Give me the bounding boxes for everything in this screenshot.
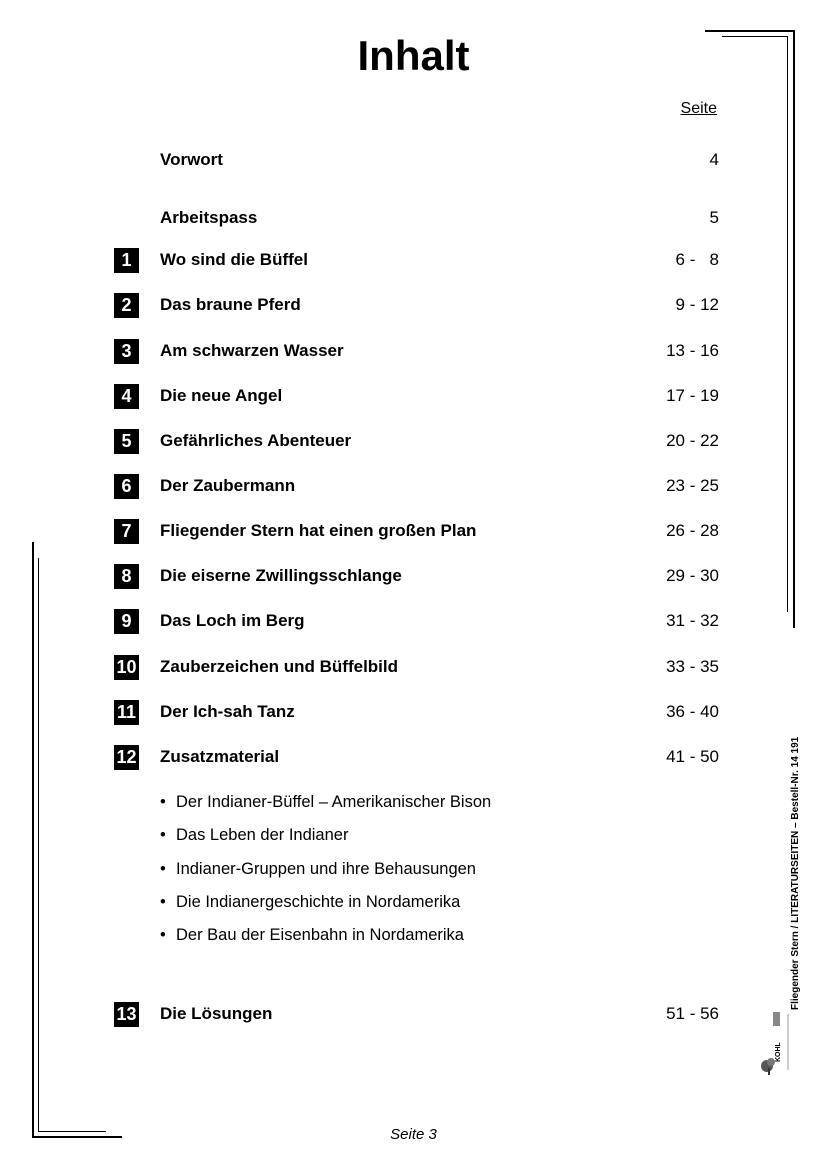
toc-entry-6[interactable]	[0, 474, 827, 500]
toc-entry-1[interactable]	[0, 248, 827, 274]
toc-entry-arbeitspass[interactable]	[0, 206, 827, 232]
frame-line-top-right-outer-v	[793, 30, 795, 628]
frame-line-bottom-left-outer-v	[32, 542, 34, 1138]
subitem-label: Das Leben der Indianer	[176, 826, 349, 844]
subitem-label: Der Indianer-Büffel – Amerikanischer Bison	[176, 793, 492, 811]
toc-entry-3[interactable]	[0, 339, 827, 365]
chapter-number-badge: 1	[114, 248, 139, 273]
toc-entry-pages: 6 - 8	[675, 250, 719, 269]
toc-entry-pages: 41 - 50	[666, 747, 719, 766]
toc-entry-10[interactable]	[0, 655, 827, 681]
chapter-number-badge: 13	[114, 1002, 139, 1027]
chapter-number-badge: 11	[114, 700, 139, 725]
toc-entry-11[interactable]	[0, 700, 827, 726]
toc-entry-pages: 23 - 25	[666, 476, 719, 495]
tree-logo-icon	[758, 1010, 794, 1076]
toc-entry-label: Fliegender Stern hat einen großen Plan	[160, 521, 477, 540]
chapter-number-badge: 12	[114, 745, 139, 770]
chapter-number-badge: 10	[114, 655, 139, 680]
toc-entry-2[interactable]	[0, 293, 827, 319]
toc-entry-pages: 4	[709, 150, 719, 169]
frame-line-top-right-inner-v	[787, 36, 788, 612]
chapter-number-badge: 8	[114, 564, 139, 589]
toc-entry-12[interactable]	[0, 745, 827, 771]
side-publisher-text: Fliegender Stern / LITERATURSEITEN – Bestell-Nr. 14 191	[790, 736, 801, 1010]
subitem-list-item[interactable]	[160, 793, 491, 812]
toc-entry-pages: 26 - 28	[666, 521, 719, 540]
page-column-header: Seite	[680, 100, 717, 117]
toc-entry-label: Zusatzmaterial	[160, 747, 280, 766]
bullet-icon: •	[160, 826, 166, 844]
toc-entry-label: Die neue Angel	[160, 386, 283, 405]
page-title: Inhalt	[357, 32, 470, 79]
chapter-number-badge: 2	[114, 293, 139, 318]
toc-entry-4[interactable]	[0, 384, 827, 410]
bullet-icon: •	[160, 926, 166, 944]
toc-entry-9[interactable]	[0, 609, 827, 635]
toc-entry-label: Die eiserne Zwillingsschlange	[160, 566, 402, 585]
toc-entry-vorwort[interactable]	[0, 148, 827, 174]
bullet-icon: •	[160, 860, 166, 878]
bullet-icon: •	[160, 893, 166, 911]
toc-entry-pages: 20 - 22	[666, 431, 719, 450]
toc-entry-pages: 51 - 56	[666, 1004, 719, 1023]
frame-line-bottom-left-inner-v	[38, 558, 39, 1132]
frame-line-top-right-inner-h	[722, 36, 788, 37]
toc-entry-pages: 29 - 30	[666, 566, 719, 585]
toc-entry-pages: 36 - 40	[666, 702, 719, 721]
chapter-number-badge: 4	[114, 384, 139, 409]
frame-line-top-right-outer-h	[705, 30, 795, 32]
subitem-label: Der Bau der Eisenbahn in Nordamerika	[176, 926, 464, 944]
toc-entry-5[interactable]	[0, 429, 827, 455]
toc-entry-8[interactable]	[0, 564, 827, 590]
toc-entry-label: Arbeitspass	[160, 208, 258, 227]
publisher-logo	[758, 1010, 794, 1076]
toc-entry-label: Das Loch im Berg	[160, 611, 305, 630]
toc-entry-label: Zauberzeichen und Büffelbild	[160, 657, 399, 676]
subitem-list-item[interactable]	[160, 926, 464, 945]
toc-entry-pages: 9 - 12	[675, 295, 719, 314]
toc-entry-label: Vorwort	[160, 150, 223, 169]
toc-entry-pages: 33 - 35	[666, 657, 719, 676]
toc-entry-label: Am schwarzen Wasser	[160, 341, 344, 360]
toc-entry-13[interactable]	[0, 1002, 827, 1028]
toc-entry-pages: 13 - 16	[666, 341, 719, 360]
toc-entry-label: Der Ich-sah Tanz	[160, 702, 295, 721]
toc-entry-pages: 5	[709, 208, 719, 227]
toc-entry-pages: 17 - 19	[666, 386, 719, 405]
subitem-list-item[interactable]	[160, 826, 348, 845]
toc-entry-label: Die Lösungen	[160, 1004, 273, 1023]
bullet-icon: •	[160, 793, 166, 811]
chapter-number-badge: 6	[114, 474, 139, 499]
toc-entry-label: Wo sind die Büffel	[160, 250, 308, 269]
publisher-logo-text: KOHL	[775, 1042, 782, 1062]
toc-entry-label: Das braune Pferd	[160, 295, 301, 314]
toc-entry-label: Der Zaubermann	[160, 476, 296, 495]
subitem-list-item[interactable]	[160, 893, 460, 912]
subitem-label: Die Indianergeschichte in Nordamerika	[176, 893, 461, 911]
page-footer: Seite 3	[390, 1126, 437, 1143]
toc-entry-7[interactable]	[0, 519, 827, 545]
chapter-number-badge: 9	[114, 609, 139, 634]
subitem-list-item[interactable]	[160, 860, 476, 879]
chapter-number-badge: 7	[114, 519, 139, 544]
chapter-number-badge: 5	[114, 429, 139, 454]
subitem-label: Indianer-Gruppen und ihre Behausungen	[176, 860, 476, 878]
toc-entry-pages: 31 - 32	[666, 611, 719, 630]
toc-entry-label: Gefährliches Abenteuer	[160, 431, 352, 450]
chapter-number-badge: 3	[114, 339, 139, 364]
